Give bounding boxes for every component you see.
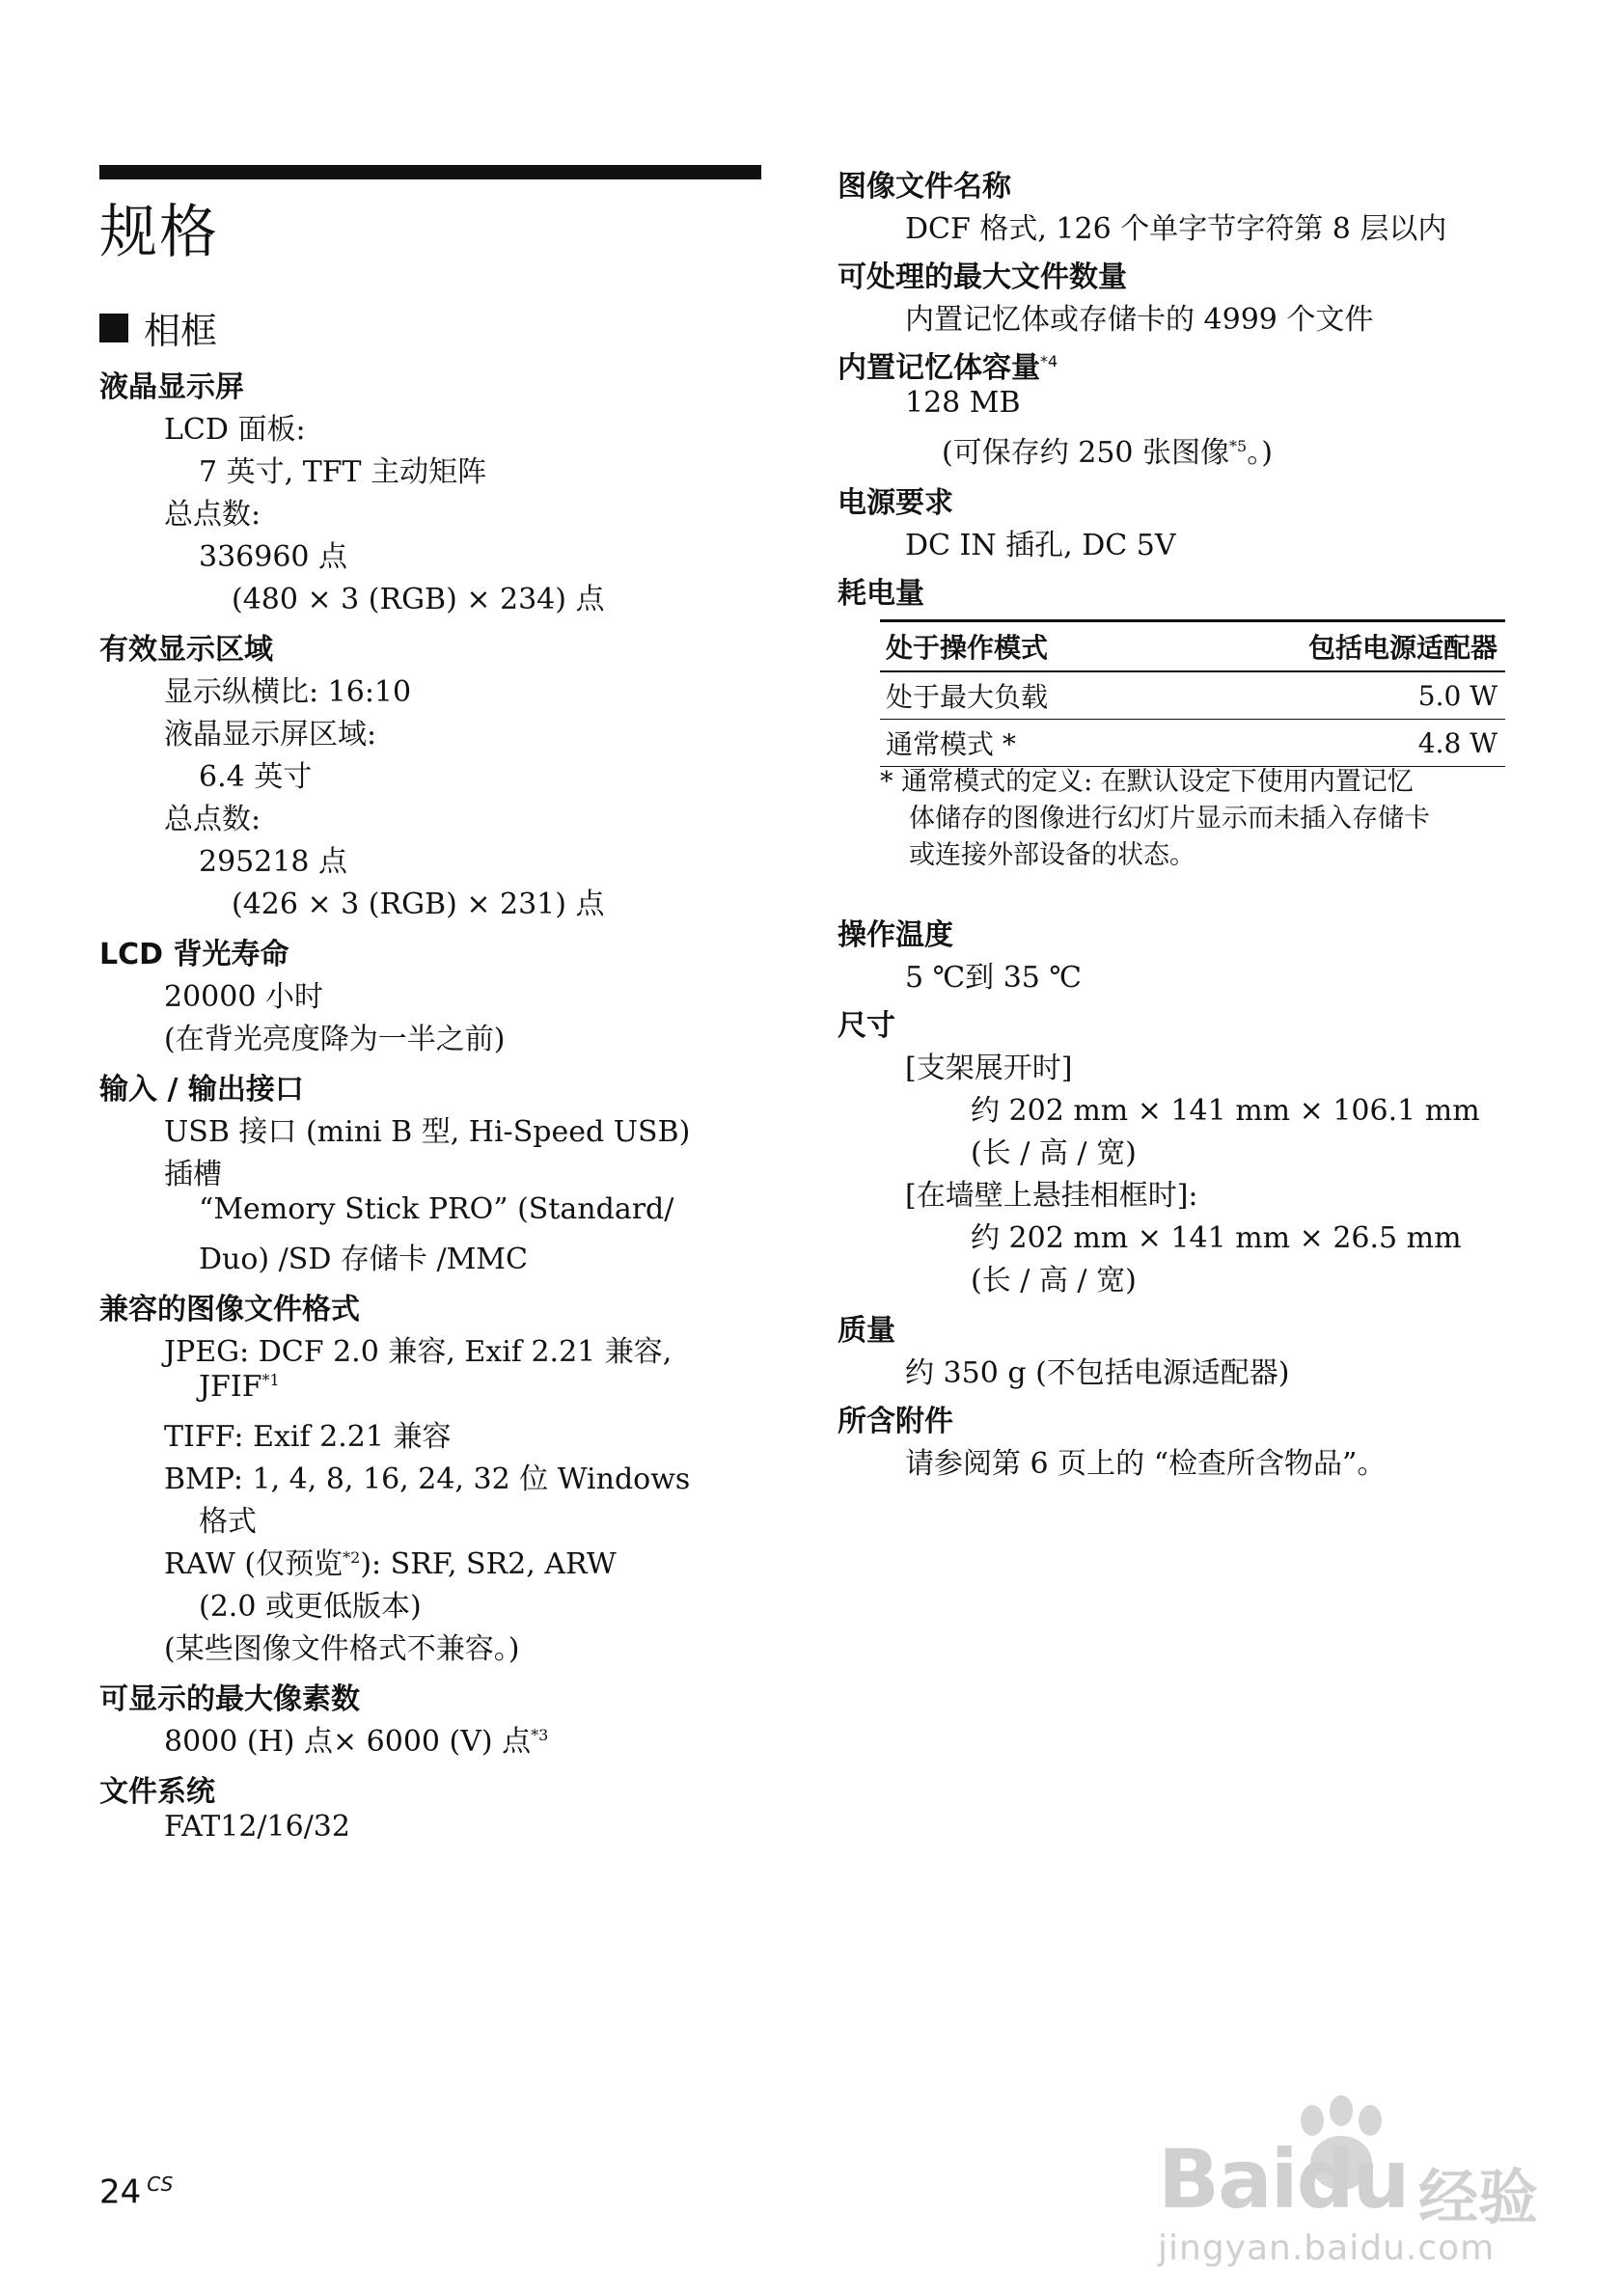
footnote-ref-5: *5 <box>1229 437 1248 455</box>
dimensions-stand-order: (长 / 高 / 宽) <box>971 1136 1137 1170</box>
io-slot: 插槽 <box>164 1158 222 1191</box>
lcd-panel-label: LCD 面板: <box>164 413 306 447</box>
memory-note <box>942 428 1273 471</box>
table-cell-mode: 处于最大负载 <box>886 681 1049 713</box>
formats-jpeg-line2 <box>199 1370 280 1404</box>
effective-dots-value: 295218 点 <box>199 845 348 879</box>
power-value: DC IN 插孔, DC 5V <box>905 529 1176 562</box>
formats-note: (某些图像文件格式不兼容。) <box>164 1632 520 1666</box>
watermark-brand <box>1158 2132 1408 2227</box>
section-heading <box>99 301 217 354</box>
mass-value: 约 350 g (不包括电源适配器) <box>905 1356 1290 1390</box>
effective-area-label: 液晶显示屏区域: <box>164 718 377 752</box>
maxfiles-heading: 可处理的最大文件数量 <box>838 260 1127 294</box>
square-bullet-icon <box>99 314 128 342</box>
mass-heading: 质量 <box>838 1314 895 1348</box>
accessories-heading: 所含附件 <box>838 1405 953 1438</box>
consumption-heading: 耗电量 <box>838 577 924 611</box>
watermark-brand-tail: du <box>1296 2132 1409 2227</box>
table-cell-mode: 通常模式 * <box>886 728 1016 760</box>
title-rule <box>99 165 761 179</box>
lcd-panel-value: 7 英寸, TFT 主动矩阵 <box>199 455 487 489</box>
footnote-ref-3: *3 <box>531 1726 549 1744</box>
filesystem-heading: 文件系统 <box>99 1775 215 1809</box>
effective-area-value: 6.4 英寸 <box>199 760 313 794</box>
maxpixels-value <box>164 1717 548 1760</box>
accessories-value: 请参阅第 6 页上的 “检查所含物品”。 <box>905 1447 1387 1481</box>
table-cell-value: 4.8 W <box>1417 726 1497 759</box>
consumption-note <box>880 764 1507 874</box>
temp-value: 5 ℃到 35 ℃ <box>905 961 1082 995</box>
footnote-ref-4: *4 <box>1040 352 1058 370</box>
effective-dots-label: 总点数: <box>164 803 261 836</box>
page-language-code: CS <box>147 2173 174 2196</box>
io-usb: USB 接口 (mini B 型, Hi-Speed USB) <box>164 1115 691 1149</box>
page-number <box>99 2173 173 2211</box>
formats-raw <box>164 1540 617 1582</box>
memory-heading <box>838 343 1058 386</box>
lcd-heading: 液晶显示屏 <box>99 370 244 404</box>
page-number-value: 24 <box>99 2173 142 2212</box>
formats-jpeg-line1: JPEG: DCF 2.0 兼容, Exif 2.21 兼容, <box>164 1335 673 1369</box>
dimensions-stand-value: 约 202 mm × 141 mm × 106.1 mm <box>971 1094 1480 1128</box>
backlight-heading: LCD 背光寿命 <box>99 938 289 971</box>
table-row <box>880 672 1505 720</box>
table-header-row <box>880 622 1505 672</box>
dimensions-heading: 尺寸 <box>838 1009 895 1043</box>
filename-heading: 图像文件名称 <box>838 170 1011 204</box>
lcd-dots-value: 336960 点 <box>199 540 348 574</box>
raw-text-a: RAW (仅预览 <box>164 1547 343 1581</box>
watermark-cn: 经验 <box>1418 2162 1539 2232</box>
page-title: 规格 <box>99 199 219 266</box>
lcd-dots-detail: (480 × 3 (RGB) × 234) 点 <box>232 583 605 616</box>
filename-value: DCF 格式, 126 个单字节字符第 8 层以内 <box>905 212 1447 246</box>
table-row <box>880 720 1505 767</box>
consumption-table <box>880 619 1505 767</box>
effective-aspect: 显示纵横比: 16:10 <box>164 675 412 709</box>
dimensions-stand-label: [支架展开时] <box>905 1052 1073 1085</box>
formats-bmp-line1: BMP: 1, 4, 8, 16, 24, 32 位 Windows <box>164 1462 691 1496</box>
power-heading: 电源要求 <box>838 486 953 520</box>
table-header-adapter: 包括电源适配器 <box>1307 632 1497 664</box>
formats-raw-line2: (2.0 或更低版本) <box>199 1590 422 1624</box>
formats-tiff: TIFF: Exif 2.21 兼容 <box>164 1420 452 1454</box>
memory-heading-text: 内置记忆体容量 <box>838 351 1040 385</box>
memory-note-text: (可保存约 250 张图像 <box>942 436 1230 470</box>
watermark <box>1158 2093 1544 2267</box>
effective-dots-detail: (426 × 3 (RGB) × 231) 点 <box>232 888 605 921</box>
footnote-ref-2: *2 <box>343 1548 361 1567</box>
watermark-brand-text: Bai <box>1158 2132 1297 2227</box>
formats-heading: 兼容的图像文件格式 <box>99 1293 360 1326</box>
dimensions-wall-order: (长 / 高 / 宽) <box>971 1264 1137 1298</box>
backlight-hours: 20000 小时 <box>164 980 323 1014</box>
dimensions-wall-value: 约 202 mm × 141 mm × 26.5 mm <box>971 1221 1462 1255</box>
note-line-2: 体储存的图像进行幻灯片显示而未插入存储卡 <box>909 804 1430 834</box>
temp-heading: 操作温度 <box>838 918 953 952</box>
table-cell-value: 5.0 W <box>1417 679 1497 712</box>
memory-value: 128 MB <box>905 386 1021 420</box>
maxpixels-text: 8000 (H) 点× 6000 (V) 点 <box>164 1725 532 1759</box>
note-line-3: 或连接外部设备的状态。 <box>909 840 1195 870</box>
io-slot-line2: Duo) /SD 存储卡 /MMC <box>199 1243 528 1276</box>
footnote-ref-1: *1 <box>261 1371 280 1389</box>
io-slot-line1: “Memory Stick PRO” (Standard/ <box>199 1192 674 1226</box>
jfif-text: JFIF <box>199 1370 262 1404</box>
maxfiles-value: 内置记忆体或存储卡的 4999 个文件 <box>905 303 1374 337</box>
raw-text-b: ): SRF, SR2, ARW <box>360 1547 617 1581</box>
section-title: 相框 <box>144 310 218 352</box>
filesystem-value: FAT12/16/32 <box>164 1810 350 1844</box>
effective-heading: 有效显示区域 <box>99 633 273 667</box>
formats-bmp-line2: 格式 <box>199 1505 257 1539</box>
lcd-dots-label: 总点数: <box>164 498 261 532</box>
table-header-mode: 处于操作模式 <box>886 632 1049 664</box>
dimensions-wall-label: [在墙壁上悬挂相框时]: <box>905 1179 1198 1213</box>
memory-note-tail: 。) <box>1247 436 1273 470</box>
io-heading: 输入 / 输出接口 <box>99 1073 304 1107</box>
maxpixels-heading: 可显示的最大像素数 <box>99 1682 360 1716</box>
backlight-note: (在背光亮度降为一半之前) <box>164 1023 506 1056</box>
note-line-1: * 通常模式的定义: 在默认设定下使用内置记忆 <box>880 767 1414 797</box>
watermark-url: jingyan.baidu.com <box>1158 2228 1496 2268</box>
